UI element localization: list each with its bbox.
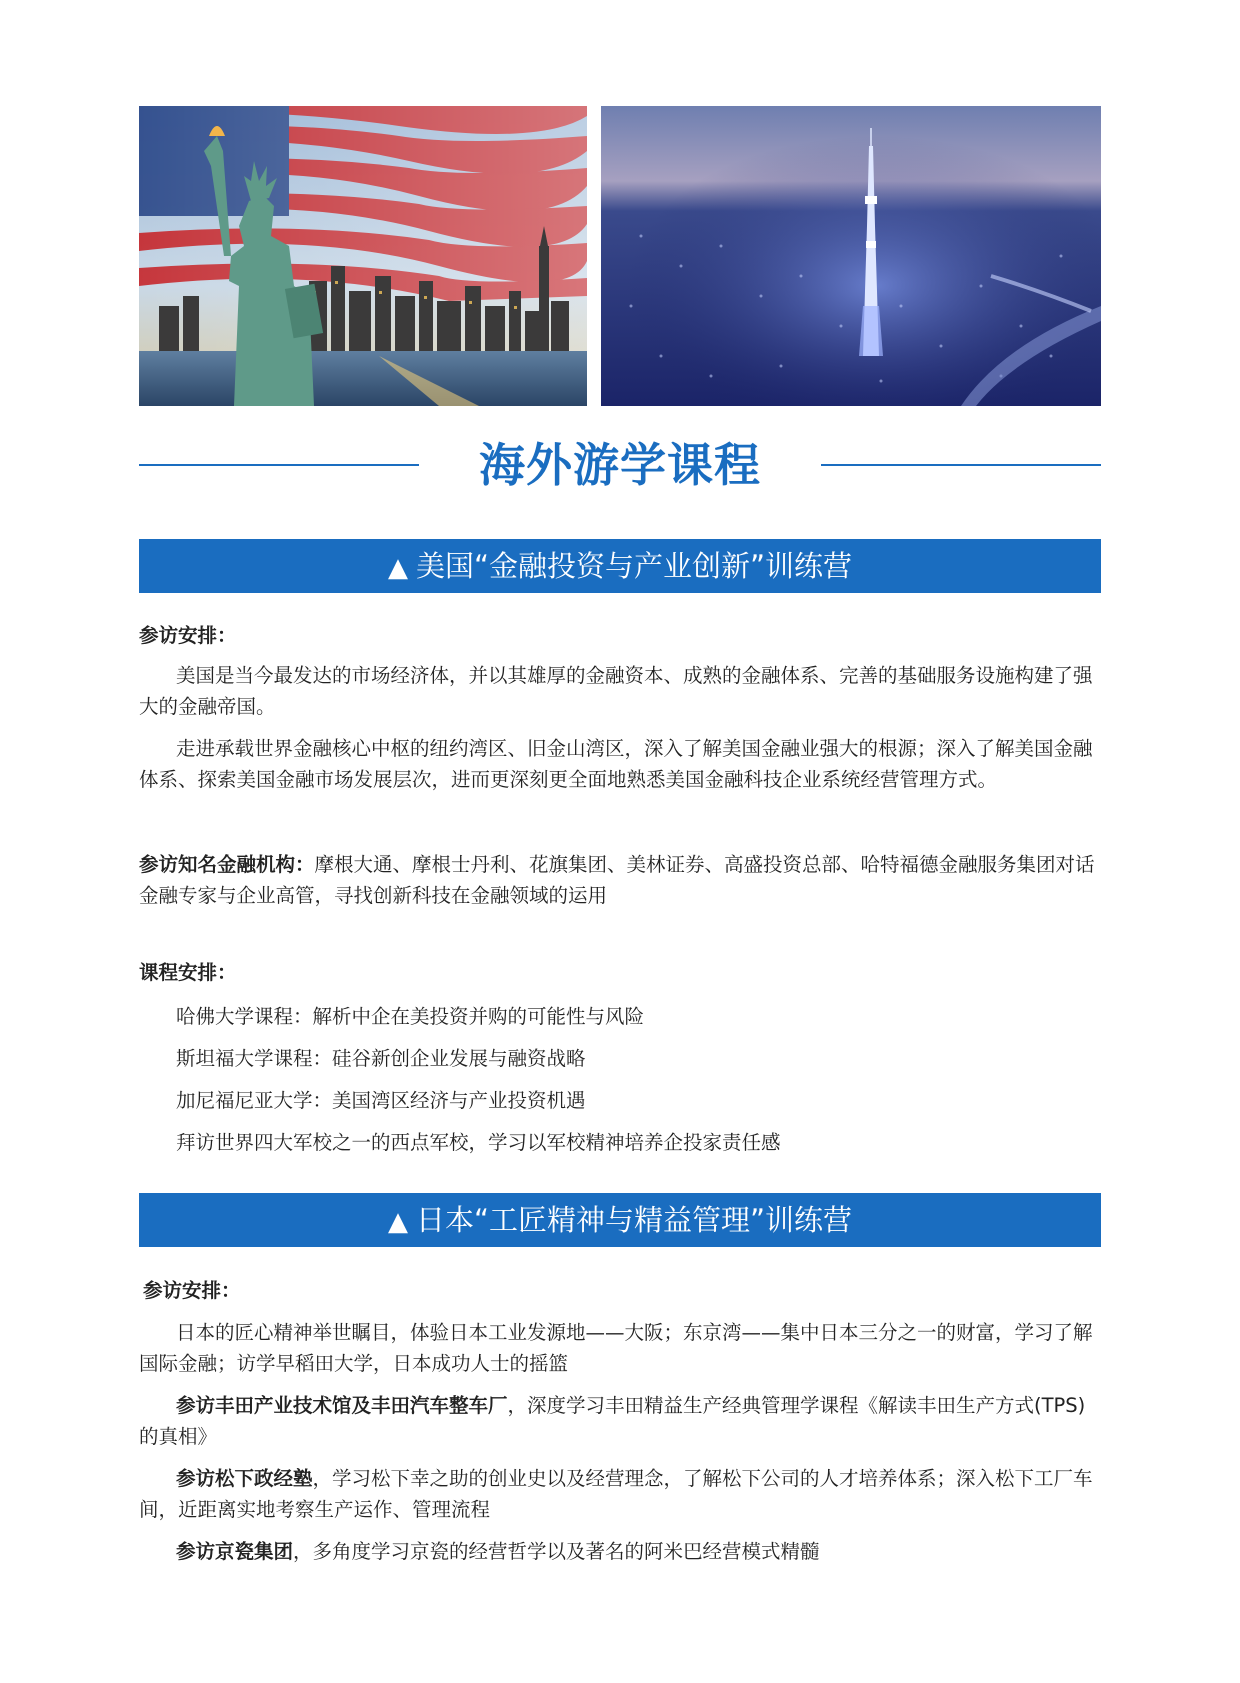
- usa-visit-text: [139, 660, 1101, 795]
- usa-course-list: [139, 996, 1101, 1164]
- japan-visit-matsushita-bold: 参访松下政经塾: [176, 1467, 313, 1490]
- triangle-icon: ▲: [387, 1207, 408, 1237]
- japan-visit-kyocera: [139, 1536, 1101, 1567]
- usa-visit-paragraph-2: 走进承载世界金融核心中枢的纽约湾区、旧金山湾区，深入了解美国金融业强大的根源；深入了解美国金融体系、探索美国金融市场发展层次，进而更深刻更全面地熟悉美国金融科技企业系统经营管理方式。: [139, 737, 1093, 791]
- japan-visit-toyota-bold: 参访丰田产业技术馆及丰田汽车整车厂: [176, 1394, 508, 1417]
- page-title: 海外游学课程: [479, 438, 761, 492]
- japan-visit-matsushita: [139, 1463, 1101, 1525]
- usa-institutions-text: 摩根大通、摩根士丹利、花旗集团、美林证券、高盛投资总部、哈特福德金融服务集团对话金融专家与企业高管，寻找创新科技在金融领域的运用: [139, 853, 1095, 907]
- japan-visit-kyocera-text: ，多角度学习京瓷的经营哲学以及著名的阿米巴经营模式精髓: [293, 1540, 820, 1563]
- list-item: 哈佛大学课程：解析中企在美投资并购的可能性与风险: [176, 1005, 645, 1028]
- japan-visit-toyota: [139, 1390, 1101, 1452]
- japan-visit-toyota-text: ，深度学习丰田精益生产经典管理学课程《解读丰田生产方式(TPS)的真相》: [139, 1394, 1086, 1448]
- list-item: 斯坦福大学课程：硅谷新创企业发展与融资战略: [176, 1047, 586, 1070]
- usa-institutions-label: 参访知名金融机构：: [139, 853, 315, 876]
- tokyo-skytree-night-city-icon: [601, 106, 1101, 406]
- usa-course-label: 课程安排：: [139, 961, 237, 984]
- japan-intro: 日本的匠心精神举世瞩目，体验日本工业发源地——大阪；东京湾——集中日本三分之一的财富，学习了解国际金融；访学早稻田大学，日本成功人士的摇篮: [139, 1321, 1093, 1375]
- statue-of-liberty-flag-skyline-icon: [139, 106, 587, 406]
- usa-institutions: [139, 849, 1101, 911]
- title-divider-right: [821, 464, 1101, 466]
- japan-visit-kyocera-bold: 参访京瓷集团: [176, 1540, 294, 1563]
- usa-hero-image: [139, 106, 587, 406]
- usa-visit-paragraph-1: 美国是当今最发达的市场经济体，并以其雄厚的金融资本、成熟的金融体系、完善的基础服务设施构建了强大的金融帝国。: [139, 664, 1093, 718]
- list-item: 加尼福尼亚大学：美国湾区经济与产业投资机遇: [176, 1089, 586, 1112]
- tokyo-hero-image: [601, 106, 1101, 406]
- usa-banner-title: 美国“金融投资与产业创新”训练营: [415, 549, 853, 583]
- usa-section-banner: [139, 539, 1101, 593]
- list-item: 拜访世界四大军校之一的西点军校，学习以军校精神培养企投家责任感: [176, 1131, 781, 1154]
- japan-visit-text: [139, 1317, 1101, 1567]
- japan-visit-label: 参访安排：: [143, 1279, 241, 1302]
- japan-section-banner: [139, 1193, 1101, 1247]
- usa-visit-label: 参访安排：: [139, 624, 237, 647]
- triangle-icon: ▲: [387, 553, 408, 583]
- japan-banner-title: 日本“工匠精神与精益管理”训练营: [415, 1203, 853, 1237]
- japan-visit-matsushita-text: ，学习松下幸之助的创业史以及经营理念，了解松下公司的人才培养体系；深入松下工厂车间，近距离实地考察生产运作、管理流程: [139, 1467, 1093, 1521]
- page-title-row: [139, 430, 1101, 500]
- title-divider-left: [139, 464, 419, 466]
